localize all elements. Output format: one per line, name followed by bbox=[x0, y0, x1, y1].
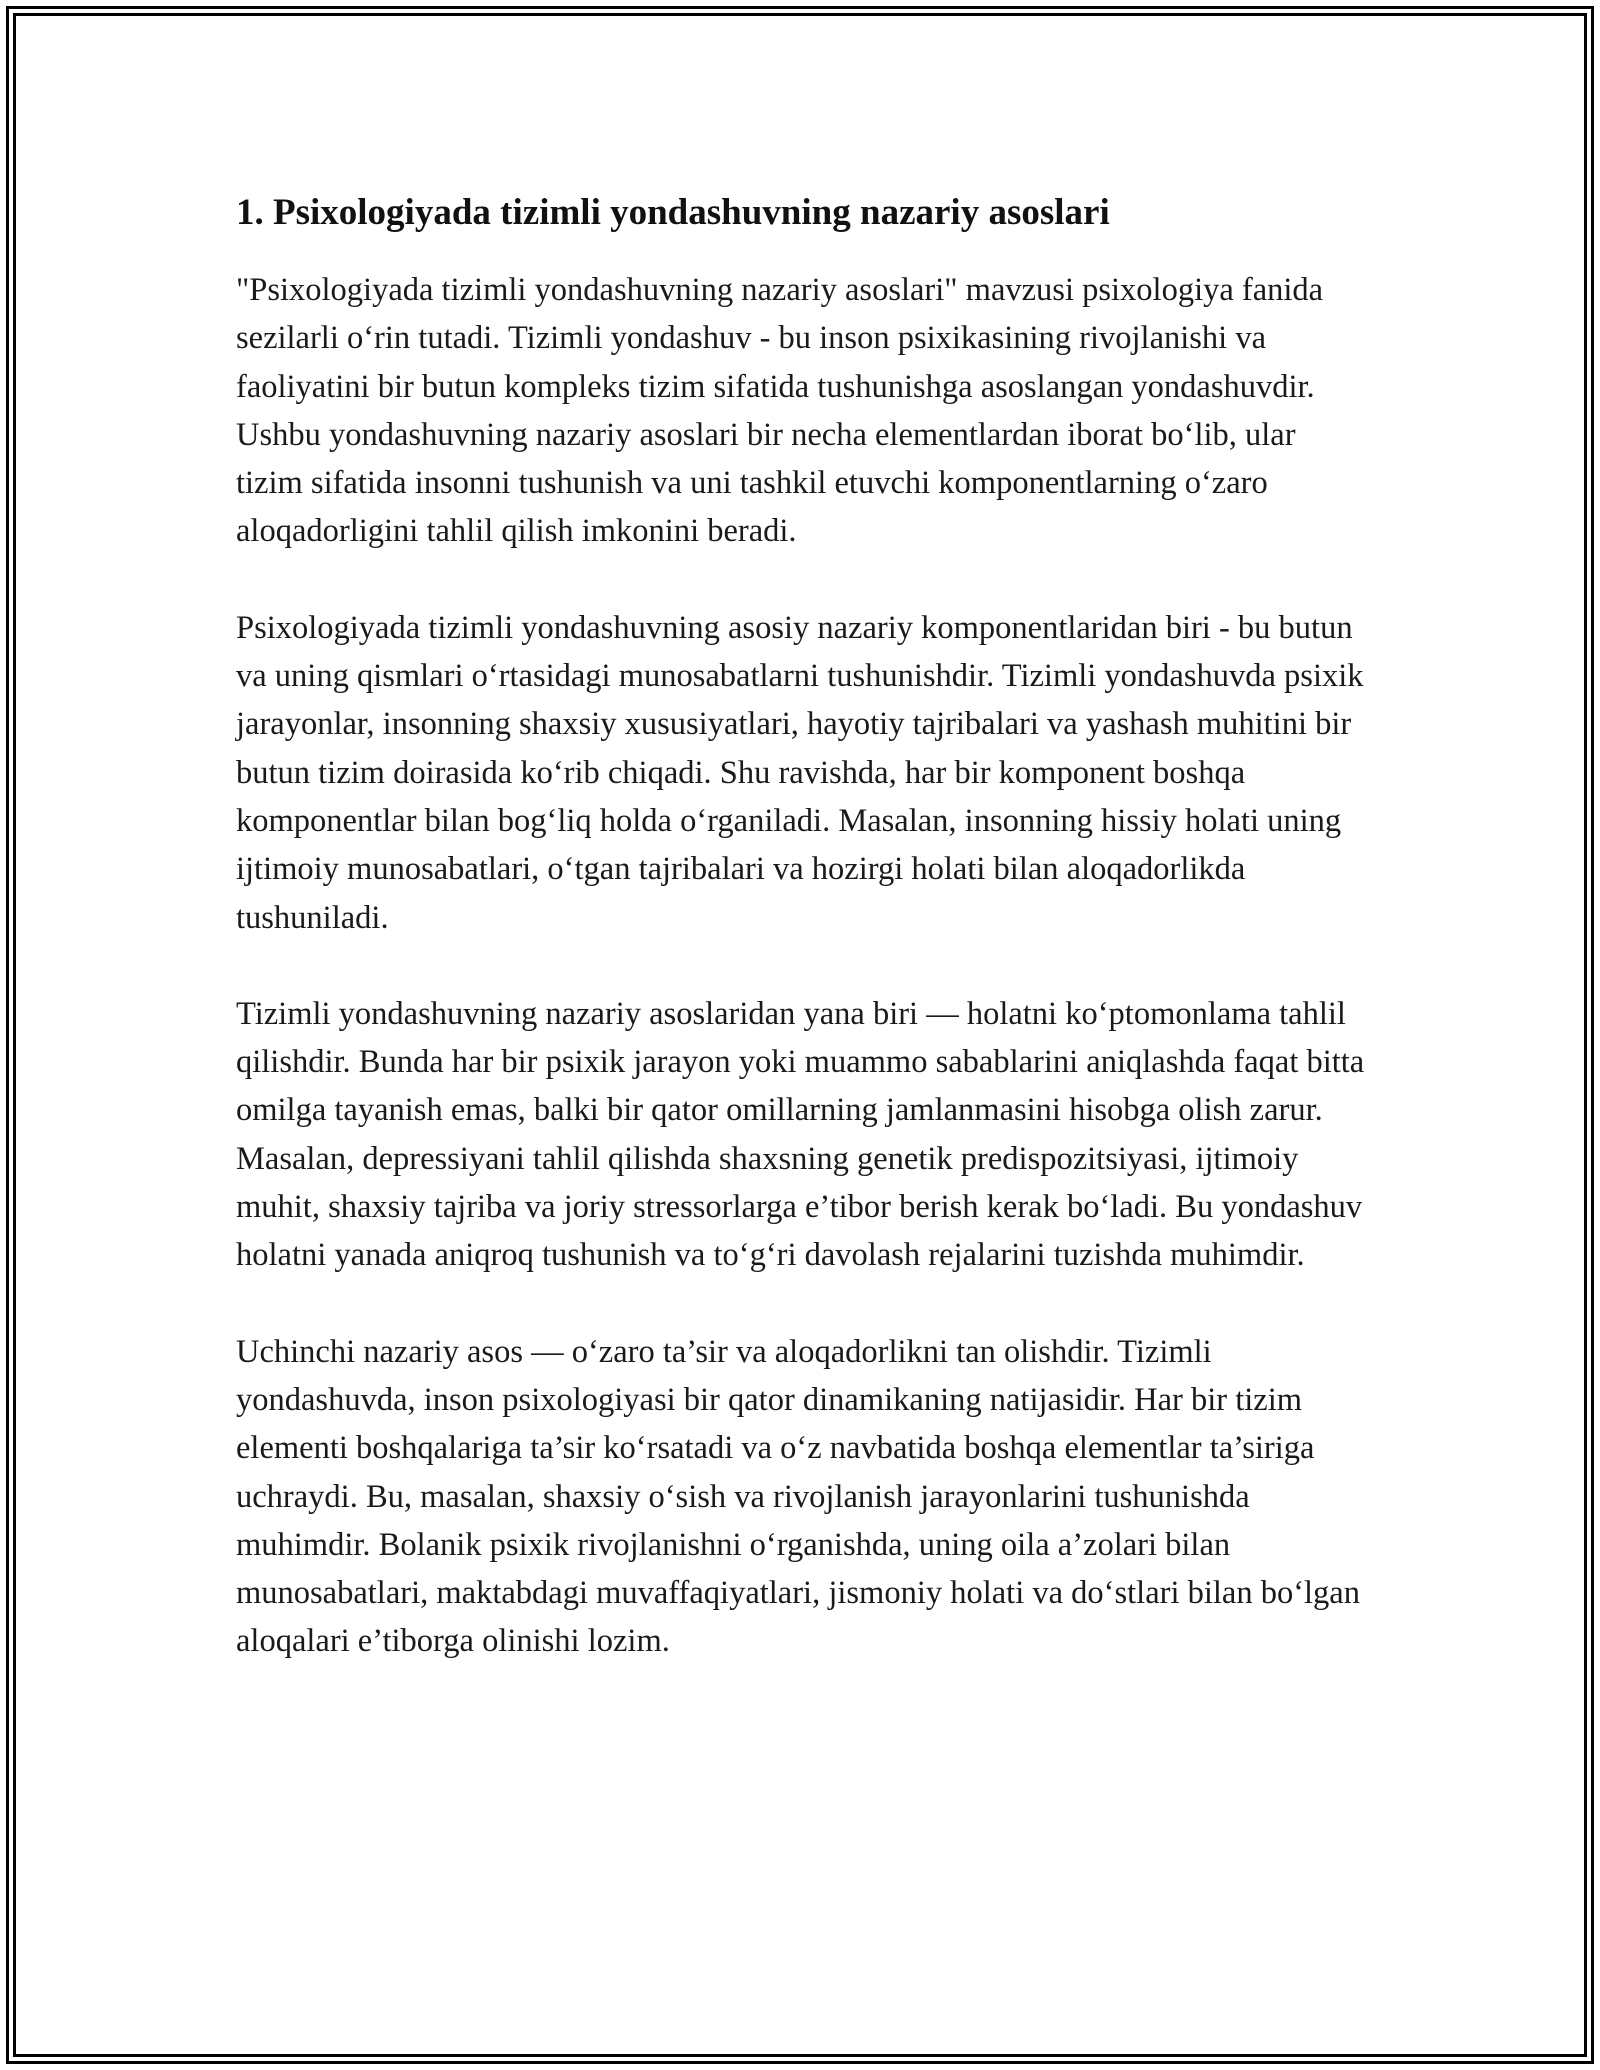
section-heading: 1. Psixologiyada tizimli yondashuvning nazariy asoslari bbox=[236, 192, 1110, 233]
document-body bbox=[236, 188, 1366, 1714]
paragraph-1: "Psixologiyada tizimli yondashuvning nazariy asoslari" mavzusi psixologiya fanida sezilarli o‘rin tutadi. Tizimli yondashuv - bu inson psixikasining rivojlanishi va faoliyatini bir butun kompleks tizim sifatida tushunishga asoslangan yondashuvdir. Ushbu yondashuvning nazariy asoslari bir necha elementlardan iborat bo‘lib, ular tizim sifatida insonni tushunish va uni tashkil etuvchi komponentlarning o‘zaro aloqadorligini tahlil qilish imkonini beradi. bbox=[236, 272, 1324, 550]
paragraph-4: Uchinchi nazariy asos — o‘zaro ta’sir va aloqadorlikni tan olishdir. Tizimli yondashuvda, inson psixologiyasi bir qator dinamikaning natijasidir. Har bir tizim elementi boshqalariga ta’sir ko‘rsatadi va o‘z navbatida boshqa elementlar ta’siriga uchraydi. Bu, masalan, shaxsiy o‘sish va rivojlanish jarayonlarini tushunishda muhimdir. Bolanik psixik rivojlanishni o‘rganishda, uning oila a’zolari bilan munosabatlari, maktabdagi muvaffaqiyatlari, jismoniy holati va do‘stlari bilan bo‘lgan aloqalari e’tiborga olinishi lozim. bbox=[236, 1333, 1360, 1660]
paragraph-2: Psixologiyada tizimli yondashuvning asosiy nazariy komponentlaridan biri - bu butun va uning qismlari o‘rtasidagi munosabatlarni tushunishdir. Tizimli yondashuvda psixik jarayonlar, insonning shaxsiy xususiyatlari, hayotiy tajribalari va yashash muhitini bir butun tizim doirasida ko‘rib chiqadi. Shu ravishda, har bir komponent boshqa komponentlar bilan bog‘liq holda o‘rganiladi. Masalan, insonning hissiy holati uning ijtimoiy munosabatlari, o‘tgan tajribalari va hozirgi holati bilan aloqadorlikda tushuniladi. bbox=[236, 609, 1364, 936]
paragraph-3: Tizimli yondashuvning nazariy asoslaridan yana biri — holatni ko‘ptomonlama tahlil qilishdir. Bunda har bir psixik jarayon yoki muammo sabablarini aniqlashda faqat bitta omilga tayanish emas, balki bir qator omillarning jamlanmasini hisobga olish zarur. Masalan, depressiyani tahlil qilishda shaxsning genetik predispozitsiyasi, ijtimoiy muhit, shaxsiy tajriba va joriy stressorlarga e’tibor berish kerak bo‘ladi. Bu yondashuv holatni yanada aniqroq tushunish va to‘g‘ri davolash rejalarini tuzishda muhimdir. bbox=[236, 995, 1365, 1274]
